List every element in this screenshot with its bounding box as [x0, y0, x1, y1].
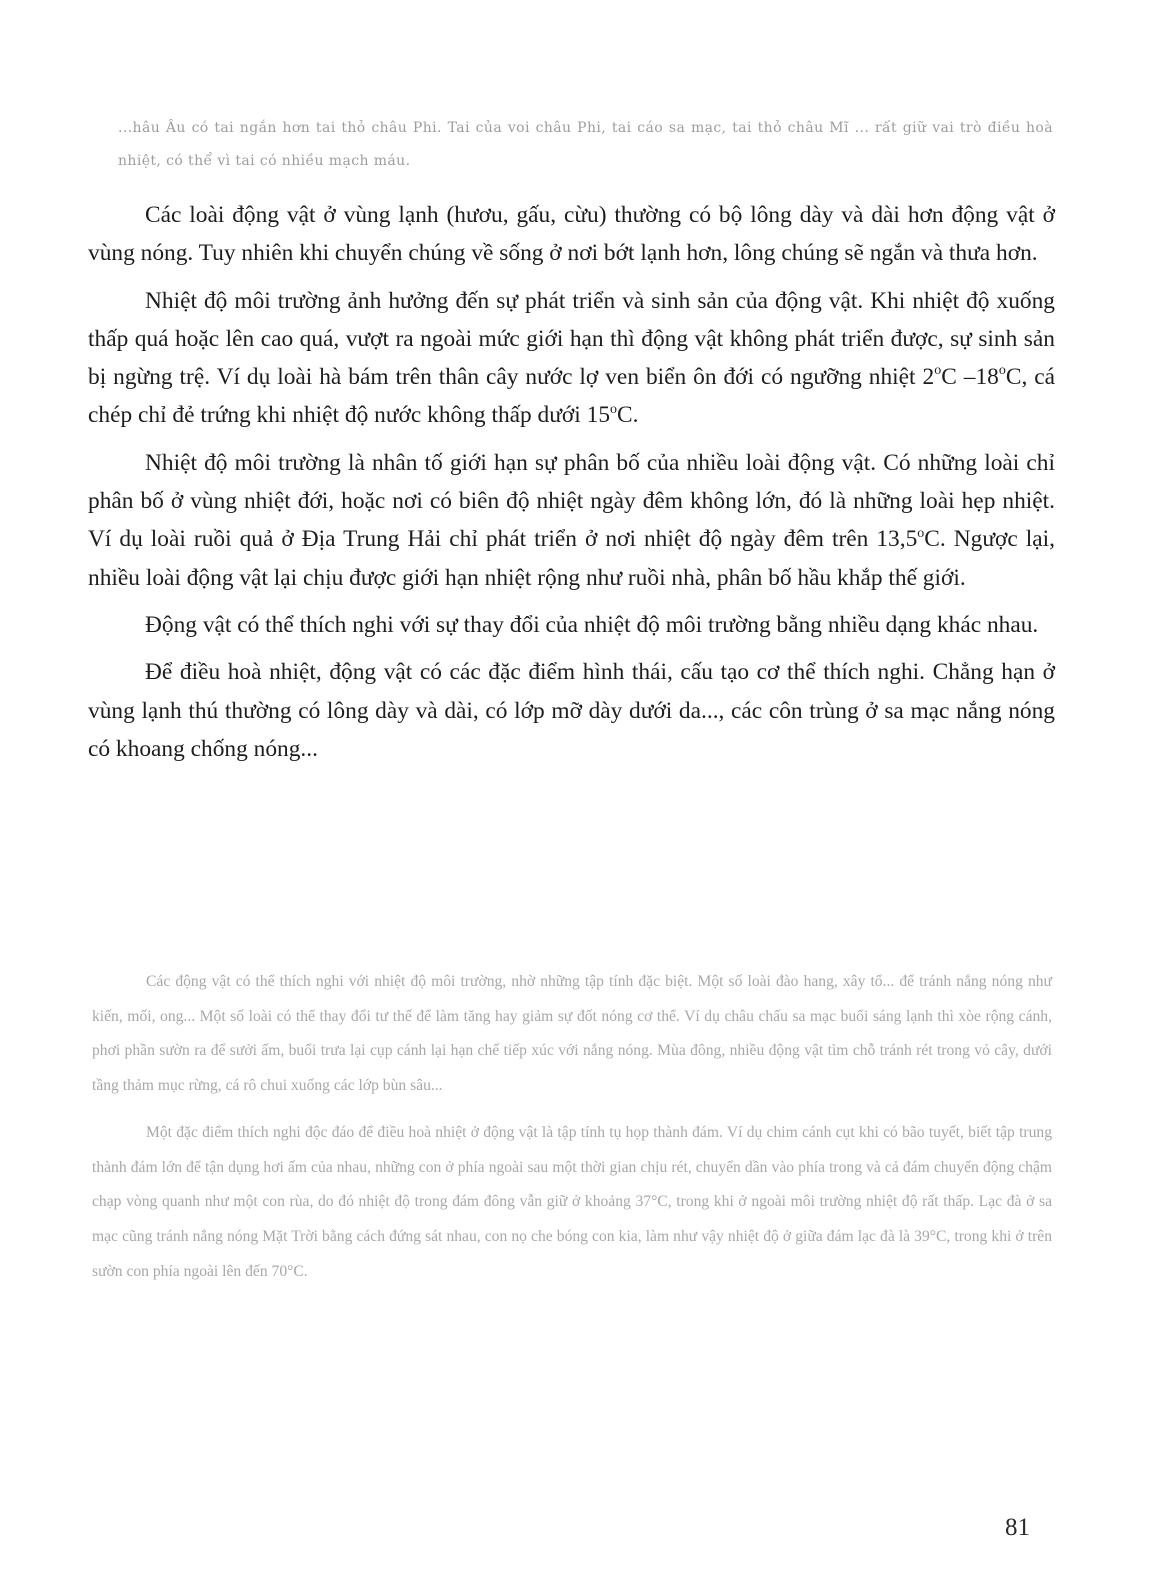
page-number: 81	[1005, 1514, 1030, 1541]
faded-paragraph-grouping: Một đặc điểm thích nghi độc đáo để điều hoà nhiệt ở động vật là tập tính tụ họp thành đám. Ví dụ chim cánh cụt khi có bão tuyết, biết tập trung thành đám lớn để tận dụng hơi ấm của nhau, những con ở phía ngoài sau một thời gian chịu rét, chuyển dần vào phía trong và cả đám chuyển động chậm chạp vòng quanh như một con rùa, do đó nhiệt độ trong đám đông vẫn giữ ở khoảng 37°C, trong khi ở ngoài môi trường nhiệt độ rất thấp. Lạc đà ở sa mạc cũng tránh nắng nóng Mặt Trời bằng cách đứng sát nhau, con nọ che bóng con kia, làm như vậy nhiệt độ ở giữa đám lạc đà là 39°C, trong khi ở trên sườn con phía ngoài lên đến 70°C.	[92, 1123, 1052, 1280]
faded-bottom-text	[92, 965, 1052, 1301]
paragraph-temperature-development: Nhiệt độ môi trường ảnh hưởng đến sự phát triển và sinh sản của động vật. Khi nhiệt độ xuống thấp quá hoặc lên cao quá, vượt ra ngoài mức giới hạn thì động vật không phát triển được, sự sinh sản bị ngừng trệ. Ví dụ loài hà bám trên thân cây nước lợ ven biển ôn đới có ngưỡng nhiệt 2$^o$C –18$^o$C, cá chép chỉ đẻ trứng khi nhiệt độ nước không thấp dưới 15$^o$C.	[88, 287, 1055, 429]
paragraph-adaptation-forms: Động vật có thể thích nghi với sự thay đổi của nhiệt độ môi trường bằng nhiều dạng khác nhau.	[145, 611, 1039, 638]
faded-paragraph-behavior: Các động vật có thể thích nghi với nhiệt độ môi trường, nhờ những tập tính đặc biệt. Một số loài đào hang, xây tổ... để tránh nắng nóng như kiến, mối, ong... Một số loài có thể thay đổi tư thế để làm tăng hay giảm sự đốt nóng cơ thể. Ví dụ châu chấu sa mạc buổi sáng lạnh thì xòe rộng cánh, phơi phần sườn ra để sưởi ấm, buổi trưa lại cụp cánh lại hạn chế tiếp xúc với nắng nóng. Mùa đông, nhiều động vật tìm chỗ tránh rét trong vỏ cây, dưới tầng thảm mục rừng, cá rô chui xuống các lớp bùn sâu...	[92, 973, 1052, 1095]
paragraph-thermoregulation-morphology: Để điều hoà nhiệt, động vật có các đặc điểm hình thái, cấu tạo cơ thể thích nghi. Chẳng hạn ở vùng lạnh thú thường có lông dày và dài, có lớp mỡ dày dưới da..., các côn trùng ở sa mạc nắng nóng có khoang chống nóng...	[88, 659, 1055, 762]
paragraph-temperature-distribution: Nhiệt độ môi trường là nhân tố giới hạn sự phân bố của nhiều loài động vật. Có những loài chỉ phân bố ở vùng nhiệt đới, hoặc nơi có biên độ nhiệt ngày đêm không lớn, đó là những loài hẹp nhiệt. Ví dụ loài ruồi quả ở Địa Trung Hải chỉ phát triển ở nơi nhiệt độ ngày đêm trên 13,5$^o$C. Ngược lại, nhiều loài động vật lại chịu được giới hạn nhiệt rộng như ruồi nhà, phân bố hầu khắp thế giới.	[88, 449, 1055, 591]
main-text	[88, 196, 1055, 777]
paragraph-cold-animals-fur: Các loài động vật ở vùng lạnh (hươu, gấu, cừu) thường có bộ lông dày và dài hơn động vật ở vùng nóng. Tuy nhiên khi chuyển chúng về sống ở nơi bớt lạnh hơn, lông chúng sẽ ngắn và thưa hơn.	[88, 202, 1055, 267]
faded-top-text: ...hâu Âu có tai ngắn hơn tai thỏ châu Phi. Tai của voi châu Phi, tai cáo sa mạc, tai thỏ châu Mĩ ... rất giữ vai trò điều hoà nhiệt, có thể vì tai có nhiều mạch máu.	[118, 120, 1053, 169]
